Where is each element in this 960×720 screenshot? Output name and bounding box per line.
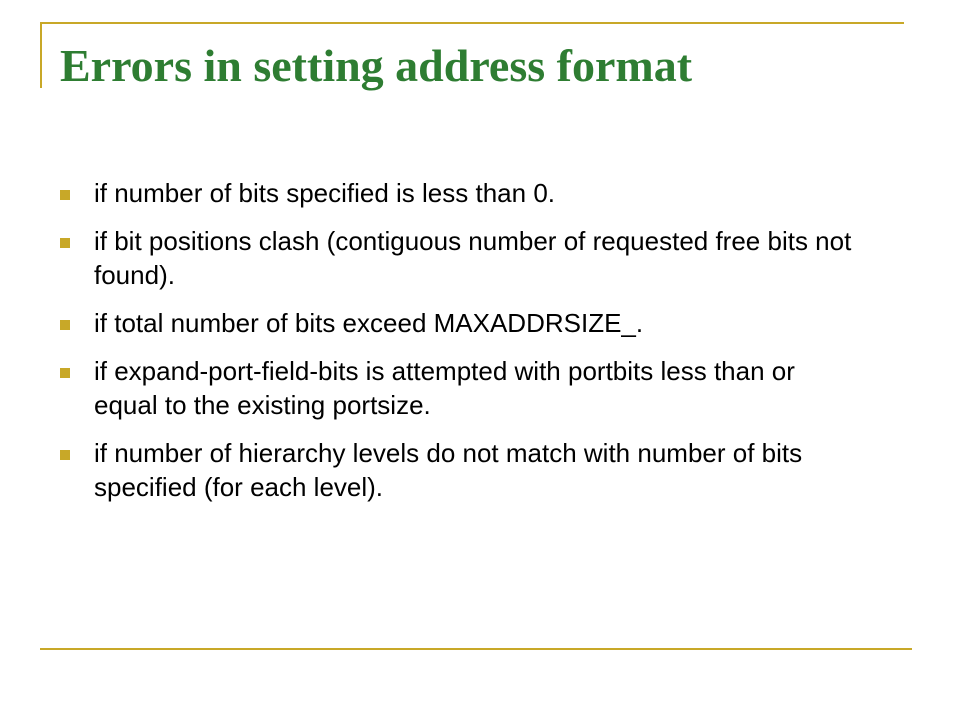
bullet-text: if number of hierarchy levels do not match with number of bits specified (for each level). bbox=[94, 438, 803, 502]
list-item bbox=[60, 354, 860, 422]
bottom-divider bbox=[40, 648, 912, 650]
bullet-text: if total number of bits exceed MAXADDRSIZE_. bbox=[94, 308, 644, 338]
square-bullet-icon bbox=[60, 190, 70, 200]
bullet-text: if bit positions clash (contiguous number of requested free bits not found). bbox=[94, 226, 852, 290]
top-divider bbox=[40, 22, 904, 24]
bullet-list bbox=[60, 176, 860, 518]
list-item bbox=[60, 176, 860, 210]
title-left-divider bbox=[40, 22, 42, 88]
square-bullet-icon bbox=[60, 238, 70, 248]
list-item bbox=[60, 306, 860, 340]
list-item bbox=[60, 224, 860, 292]
list-item bbox=[60, 436, 860, 504]
square-bullet-icon bbox=[60, 368, 70, 378]
square-bullet-icon bbox=[60, 450, 70, 460]
bullet-text: if expand-port-field-bits is attempted with portbits less than or equal to the existing portsize. bbox=[94, 356, 795, 420]
square-bullet-icon bbox=[60, 320, 70, 330]
bullet-text: if number of bits specified is less than 0. bbox=[94, 178, 556, 208]
slide-title: Errors in setting address format bbox=[60, 40, 693, 91]
